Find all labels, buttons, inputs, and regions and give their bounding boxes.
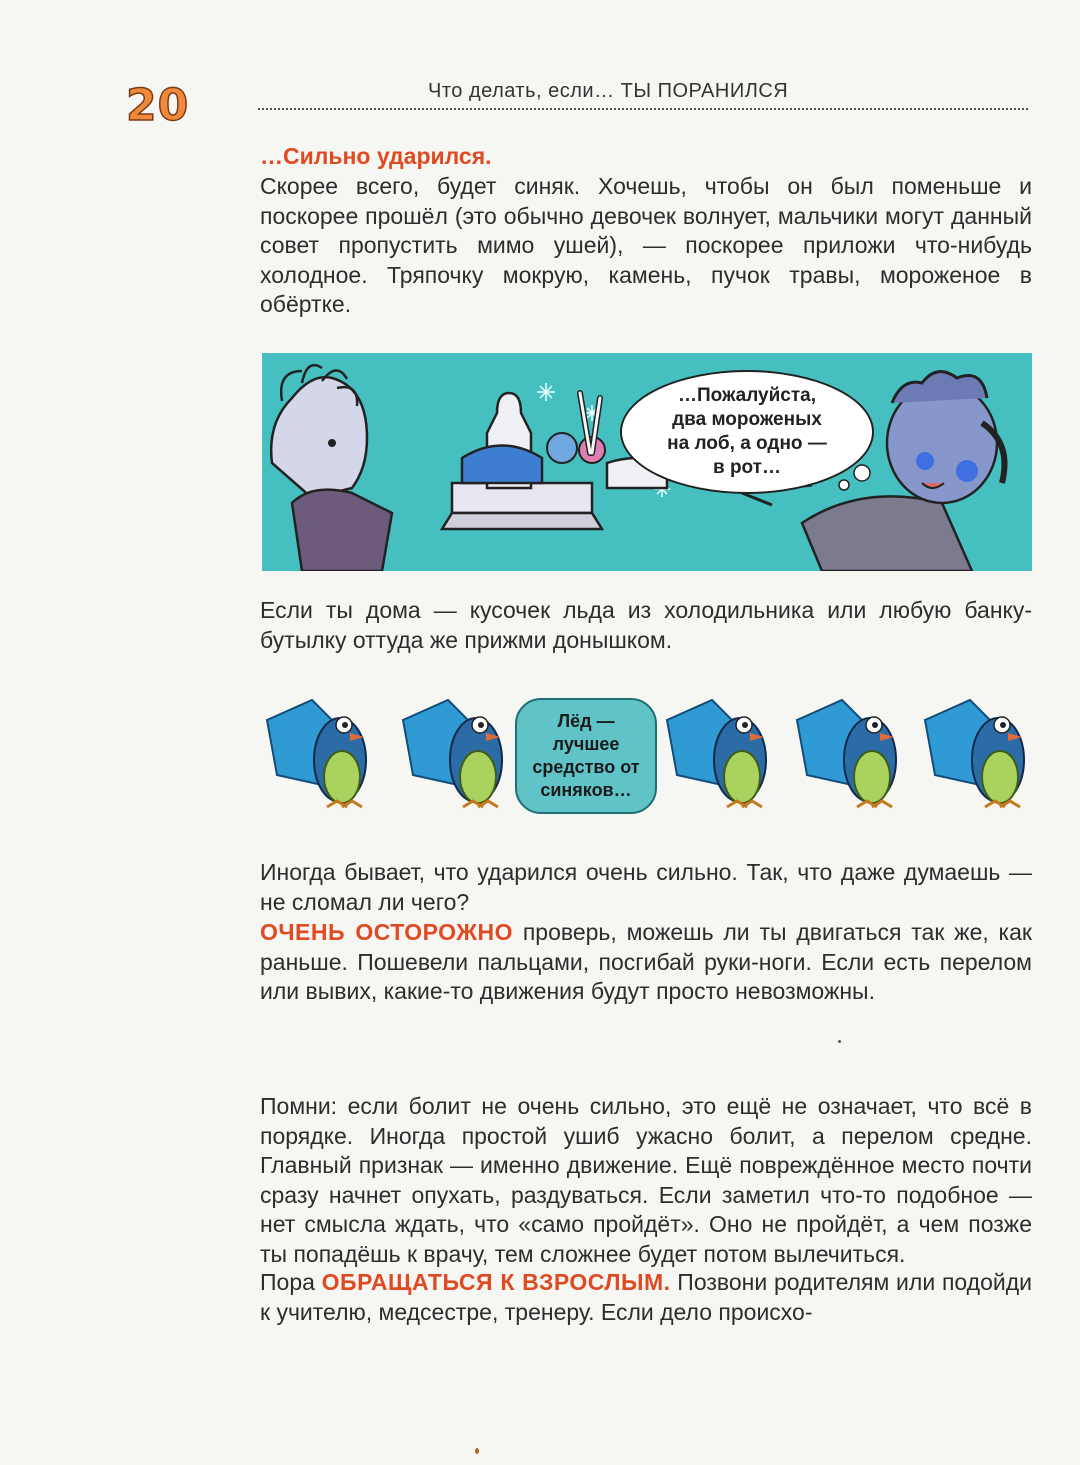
penguin-holding-ice-icon: [262, 695, 374, 813]
penguin-holding-ice-icon: [662, 695, 774, 813]
paragraph-check-movement: [260, 918, 1032, 1007]
speech-bubble-boy: [620, 370, 874, 494]
print-speck: [838, 1040, 841, 1043]
emphasis-adults: ОБРАЩАТЬСЯ К ВЗРОСЛЫМ.: [321, 1269, 671, 1295]
paragraph-remember: Помни: если болит не очень сильно, это ещё не означает, что всё в порядке. Иногда простой ушиб ужасно болит, а перелом средне. Главный признак — именно движение. Ещё повреждённое место почти сразу начнет опухать, раздуваться. Если заметил что-то подобное — нет смысла ждать, что «само пройдёт». Оно не пройдёт, а чем позже ты попадёшь к врачу, тем сложнее будет потом вылечиться.: [260, 1093, 1032, 1267]
running-head: Что делать, если… ТЫ ПОРАНИЛСЯ: [428, 80, 789, 102]
penguin-holding-ice-icon: [398, 695, 510, 813]
check-movement-text: проверь, можешь ли ты двигаться так же, как раньше. Пошевели пальцами, посгибай руки-ноги. Если есть перелом или вывих, какие-то движения будут просто невозможны.: [260, 919, 1032, 1004]
page-number: 20: [126, 80, 190, 131]
header-rule: [258, 108, 1028, 110]
adults-lead: Пора: [260, 1269, 322, 1295]
penguin-holding-ice-icon: [920, 695, 1032, 813]
penguin-holding-ice-icon: [792, 695, 904, 813]
print-speck: [475, 1448, 479, 1454]
girl-figure: [271, 365, 392, 571]
adults-rest: Позвони родителям или подойди к учителю, медсестре, тренеру. Если дело происхо-: [260, 1269, 1033, 1325]
emphasis-careful: ОЧЕНЬ ОСТОРОЖНО: [260, 919, 514, 945]
speech-bubble-penguin: [515, 698, 657, 814]
paragraph-home: Если ты дома — кусочек льда из холодильника или любую банку-бутылку оттуда же прижми донышком.: [260, 597, 1032, 653]
paragraph-adults: [260, 1268, 1032, 1327]
penguin-speech-text: Лёд — лучшее средство от синяков…: [532, 711, 640, 800]
paragraph-bruise: Скорее всего, будет синяк. Хочешь, чтобы он был поменьше и поскорее прошёл (это обычно девочек волнует, мальчики могут данный совет пропустить мимо ушей), — поскорее приложи что-нибудь холодное. Тряпочку мокрую, камень, пучок травы, мороженое в обёртке.: [260, 173, 1032, 317]
paragraph-strong-hit: Иногда бывает, что ударился очень сильно. Так, что даже думаешь — не сломал ли чего?: [260, 859, 1032, 915]
speech-text: …Пожалуйста, два мороженых на лоб, а одно — в рот…: [667, 385, 827, 478]
section-subheading: …Сильно ударился.: [260, 143, 492, 169]
